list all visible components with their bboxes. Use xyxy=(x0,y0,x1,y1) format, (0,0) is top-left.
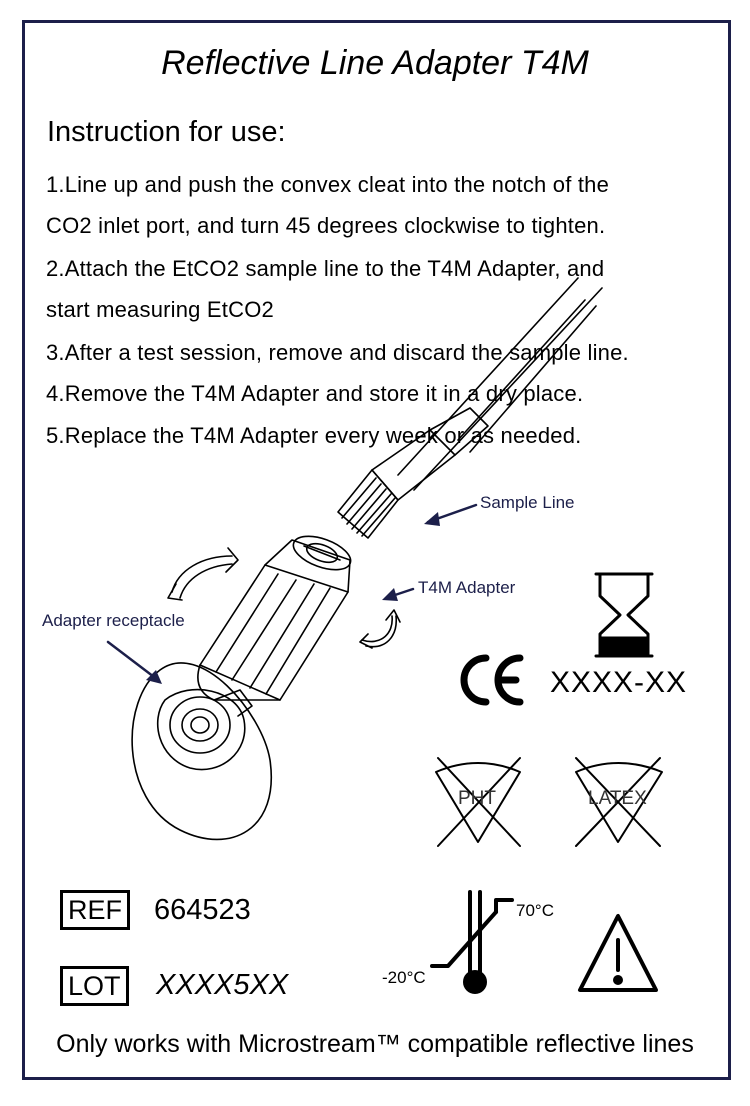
lot-label-box: LOT xyxy=(60,966,129,1006)
ref-label-box: REF xyxy=(60,890,130,930)
instruction-step-5: 5.Replace the T4M Adapter every week or as needed. xyxy=(46,423,582,448)
adapter-receptacle-callout: Adapter receptacle xyxy=(42,611,185,630)
ce-notified-body-code: XXXX-XX xyxy=(550,666,688,699)
compatibility-footer: Only works with Microstream™ compatible reflective lines xyxy=(56,1030,694,1058)
ce-mark-icon xyxy=(464,658,520,702)
instruction-step-2-cont: start measuring EtCO2 xyxy=(46,297,274,322)
t4m-adapter-callout: T4M Adapter xyxy=(418,578,516,597)
instruction-step-2: 2.Attach the EtCO2 sample line to the T4M Adapter, and xyxy=(46,256,605,281)
temperature-min-label: -20°C xyxy=(382,968,426,987)
temperature-limit-icon xyxy=(432,892,512,992)
no-pht-label: PHT xyxy=(458,788,496,809)
rotate-arrow-icon xyxy=(168,548,238,600)
instruction-step-3: 3.After a test session, remove and discard the sample line. xyxy=(46,340,629,365)
hourglass-icon xyxy=(596,574,652,656)
t4m-adapter-illustration xyxy=(198,530,355,700)
lot-number: XXXX5XX xyxy=(156,969,289,1001)
adapter-receptacle-illustration xyxy=(132,663,271,840)
ref-number: 664523 xyxy=(154,894,251,926)
instruction-step-1-cont: CO2 inlet port, and turn 45 degrees clockwise to tighten. xyxy=(46,213,606,238)
caution-warning-icon xyxy=(580,916,656,990)
rotate-arrow-small-icon xyxy=(360,610,400,648)
sample-line-callout: Sample Line xyxy=(480,493,575,512)
document-title: Reflective Line Adapter T4M xyxy=(161,44,589,82)
temperature-max-label: 70°C xyxy=(516,901,554,920)
no-latex-label: LATEX xyxy=(588,788,647,809)
receptacle-callout-arrow xyxy=(108,642,158,680)
instruction-step-1: 1.Line up and push the convex cleat into the notch of the xyxy=(46,172,610,197)
instructions-heading: Instruction for use: xyxy=(47,116,286,148)
instruction-step-4: 4.Remove the T4M Adapter and store it in a dry place. xyxy=(46,381,584,406)
